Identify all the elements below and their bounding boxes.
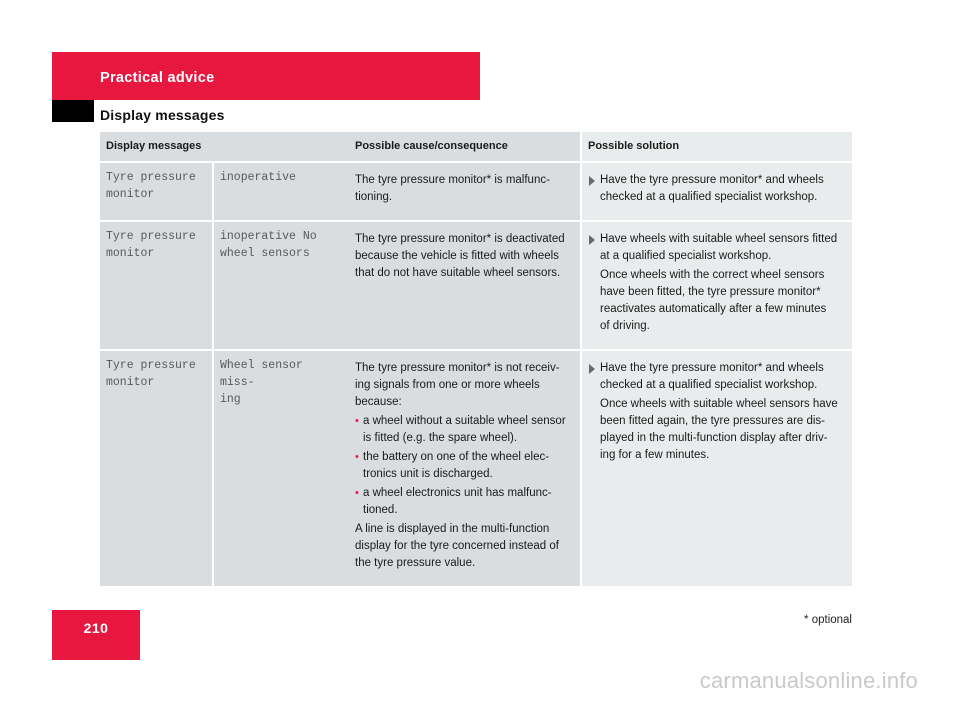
header-possible-solution: Possible solution xyxy=(581,132,852,162)
section-title: Display messages xyxy=(100,107,225,123)
display-messages-table xyxy=(100,132,852,588)
arrow-right-icon xyxy=(589,176,595,186)
arrow-right-icon xyxy=(589,235,595,245)
bullet-dot-icon: • xyxy=(355,415,359,427)
header-blank xyxy=(213,132,349,162)
cause-bullet: • the battery on one of the wheel elec- tronics unit is discharged. xyxy=(355,451,550,480)
message-text: Tyre pressure monitor xyxy=(100,221,213,350)
solution-cell xyxy=(581,350,852,587)
table-row xyxy=(100,221,852,350)
cause-intro: The tyre pressure monitor* is not receiv- ing signals from one or more wheels because: xyxy=(355,362,560,408)
message-detail: inoperative xyxy=(213,162,349,221)
footnote: * optional xyxy=(804,614,852,626)
solution-step: Have wheels with suitable wheel sensors fitted at a qualified specialist workshop. xyxy=(588,231,846,265)
table-row xyxy=(100,162,852,221)
message-detail: Wheel sensor miss- ing xyxy=(213,350,349,587)
message-text: Tyre pressure monitor xyxy=(100,162,213,221)
solution-cell xyxy=(581,162,852,221)
solution-step: Have the tyre pressure monitor* and wheels checked at a qualified specialist workshop. xyxy=(588,172,846,206)
cause-bullet: • a wheel without a suitable wheel sensor is fitted (e.g. the spare wheel). xyxy=(355,415,566,444)
bullet-dot-icon: • xyxy=(355,487,359,499)
arrow-right-icon xyxy=(589,364,595,374)
bullet-dot-icon: • xyxy=(355,451,359,463)
cause-bullet: • a wheel electronics unit has malfunc- tioned. xyxy=(355,487,552,516)
header-possible-cause: Possible cause/consequence xyxy=(349,132,581,162)
table-row xyxy=(100,350,852,587)
header-display-messages: Display messages xyxy=(100,132,213,162)
message-text: Tyre pressure monitor xyxy=(100,350,213,587)
watermark: carmanualsonline.info xyxy=(699,668,918,693)
solution-note: Once wheels with the correct wheel sensors have been fitted, the tyre pressure monitor* reactivates automatically after a few minutes of driving. xyxy=(600,269,827,332)
cause-cell: The tyre pressure monitor* is malfunc- tioning. xyxy=(349,162,581,221)
cause-outro: A line is displayed in the multi-function display for the tyre concerned instead of the tyre pressure value. xyxy=(355,523,559,569)
section-marker xyxy=(52,100,94,122)
solution-cell xyxy=(581,221,852,350)
cause-cell xyxy=(349,350,581,587)
message-detail: inoperative No wheel sensors xyxy=(213,221,349,350)
solution-step: Have the tyre pressure monitor* and wheels checked at a qualified specialist workshop. xyxy=(588,360,846,394)
page-number: 210 xyxy=(83,620,109,636)
chapter-title: Practical advice xyxy=(100,70,215,86)
cause-cell: The tyre pressure monitor* is deactivated because the vehicle is fitted with wheels that do not have suitable wheel sensors. xyxy=(349,221,581,350)
solution-note: Once wheels with suitable wheel sensors have been fitted again, the tyre pressures are dis- played in the multi-function display after driv- ing for a few minutes. xyxy=(600,398,838,461)
table-header-row xyxy=(100,132,852,162)
